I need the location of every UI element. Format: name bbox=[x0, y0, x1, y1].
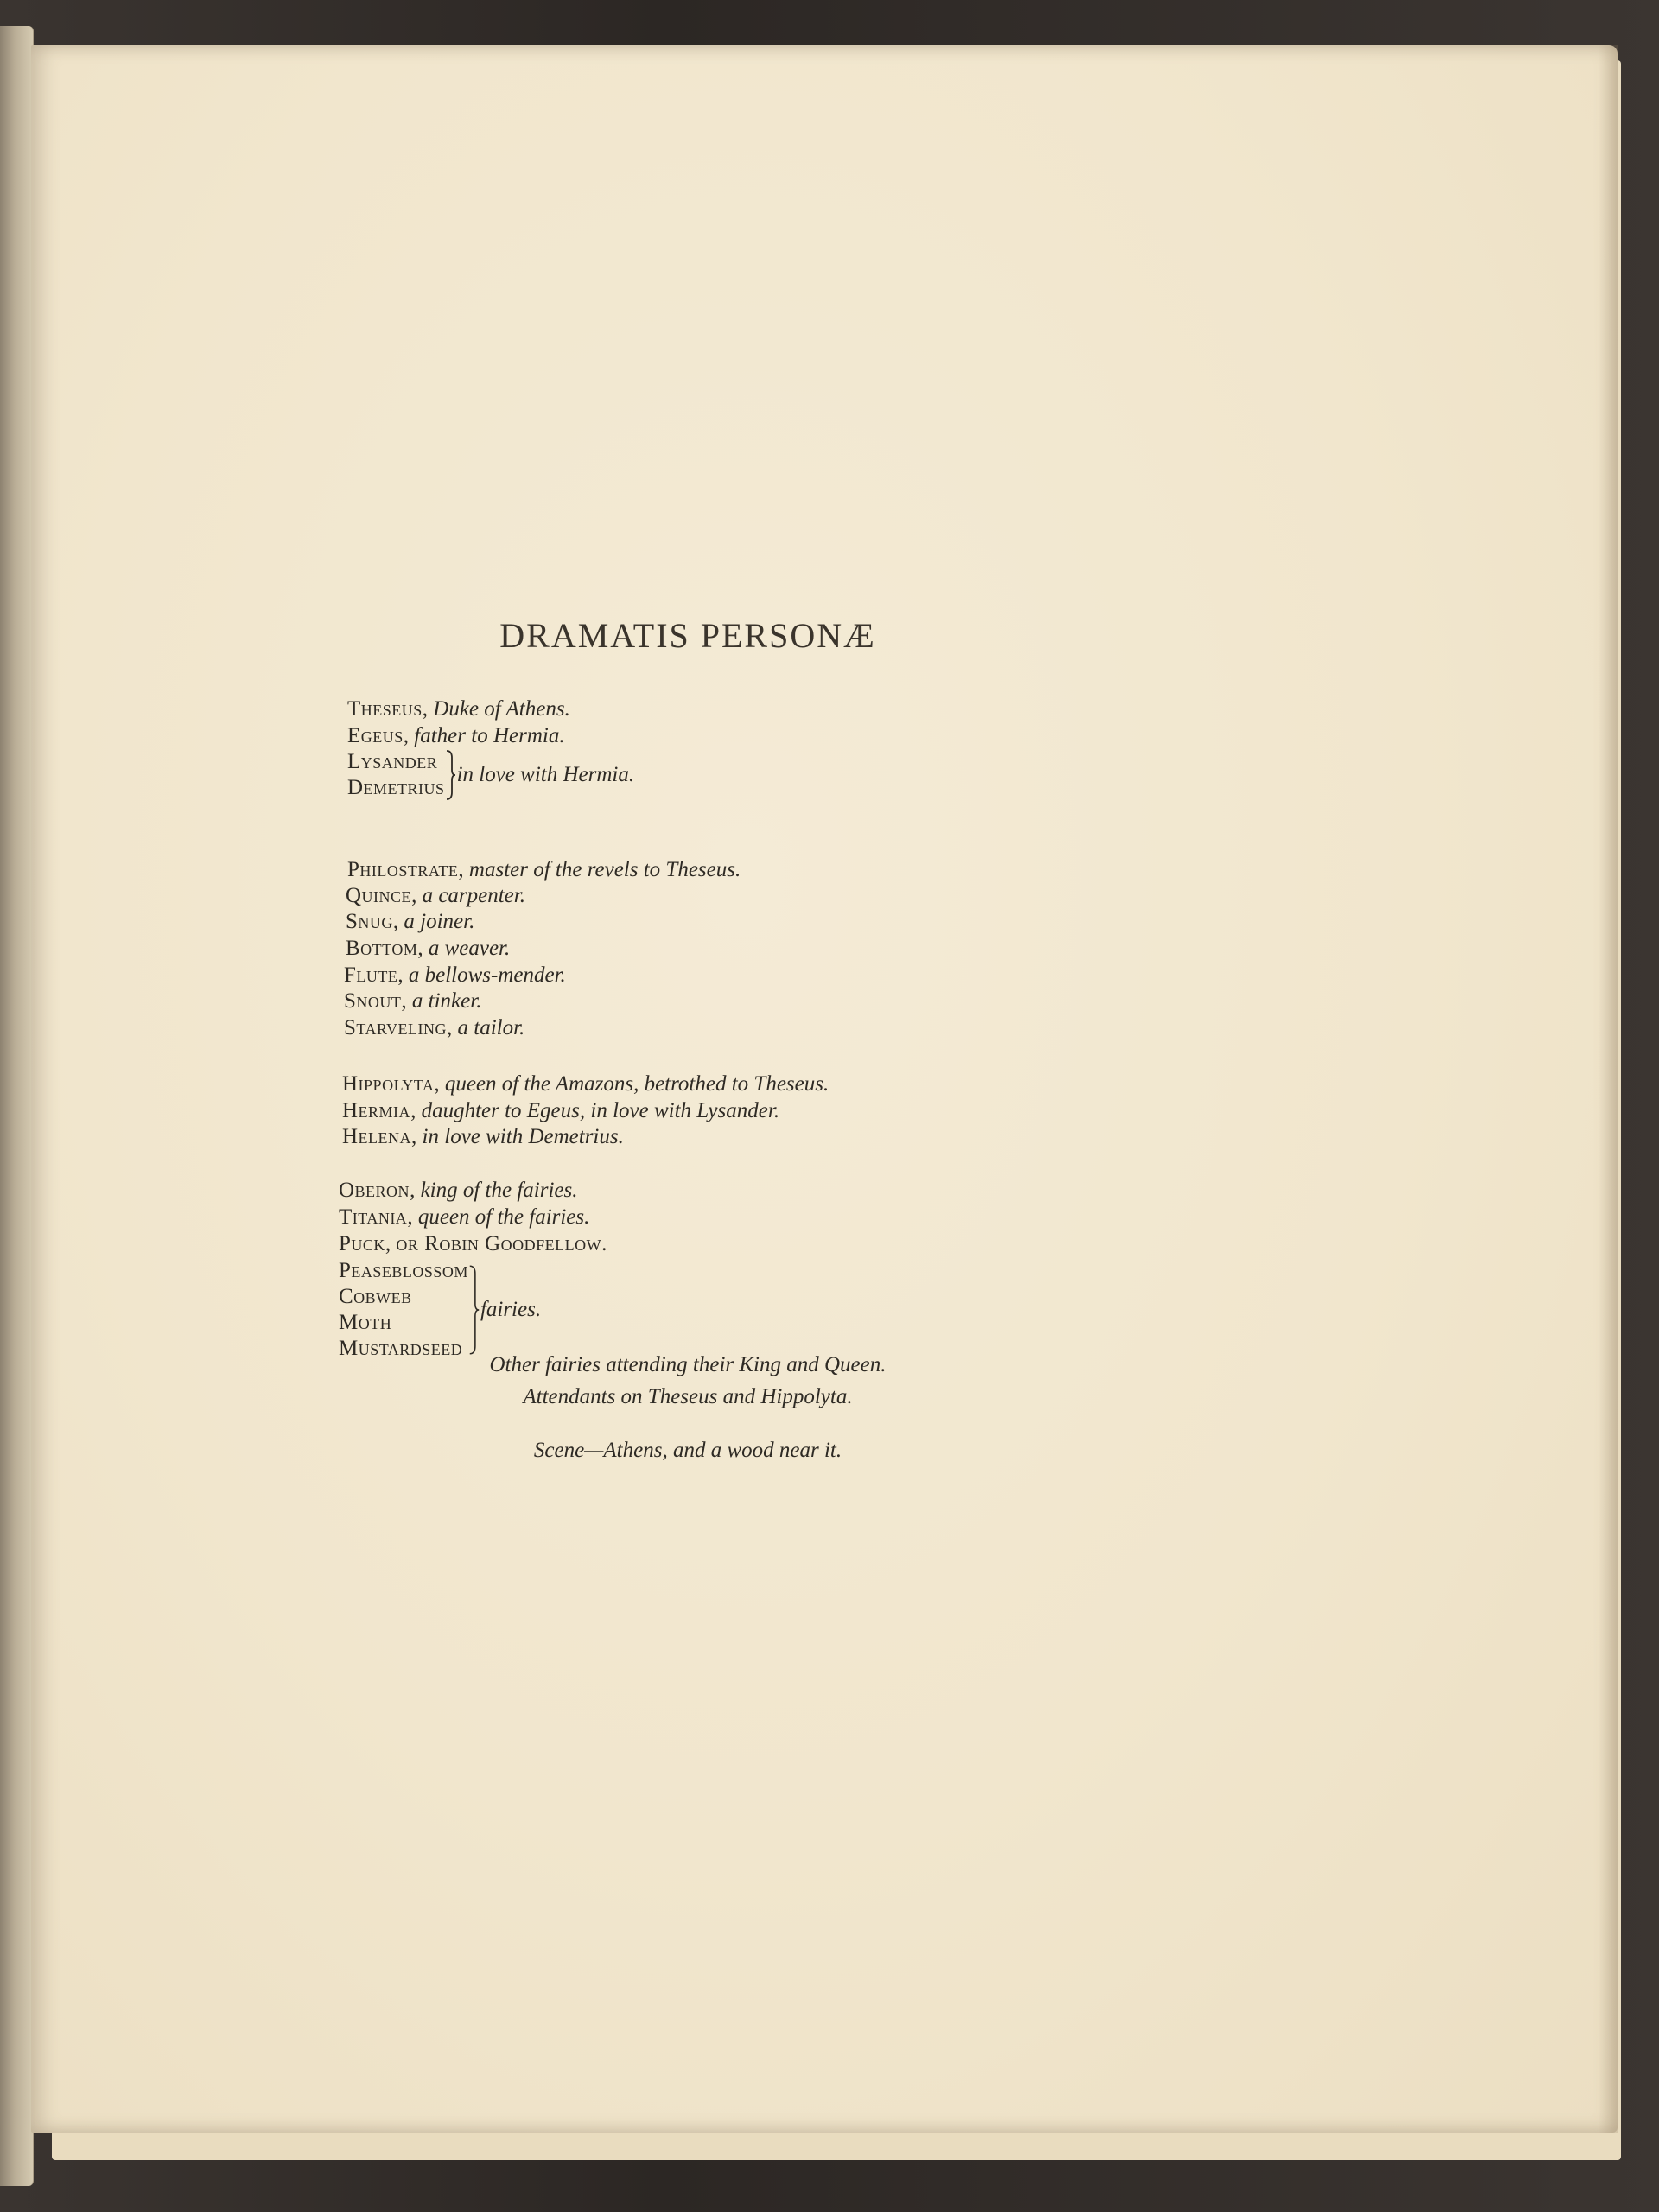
lovers-names bbox=[347, 749, 445, 801]
character-desc: a bellows-mender. bbox=[408, 963, 566, 987]
character-name: Flute bbox=[344, 963, 398, 987]
character-alias: or Robin Goodfellow. bbox=[396, 1232, 607, 1255]
brace-icon bbox=[468, 1258, 480, 1362]
character-desc: queen of the fairies. bbox=[417, 1205, 590, 1229]
character-name: Titania bbox=[339, 1205, 408, 1229]
page-content bbox=[31, 45, 1618, 2133]
character-desc: queen of the Amazons, betrothed to Theseus. bbox=[444, 1072, 830, 1096]
character-name: Egeus bbox=[347, 724, 404, 747]
character-hermia: Hermia, daughter to Egeus, in love with Lysander. bbox=[342, 1099, 780, 1122]
character-bottom: Bottom, a weaver. bbox=[346, 937, 511, 960]
character-theseus: Theseus, Duke of Athens. bbox=[347, 697, 570, 721]
character-desc: in love with Demetrius. bbox=[422, 1125, 624, 1148]
character-name: Theseus bbox=[347, 697, 423, 721]
character-name: Cobweb bbox=[339, 1285, 412, 1308]
character-name: Moth bbox=[339, 1311, 392, 1334]
character-helena: Helena, in love with Demetrius. bbox=[342, 1125, 624, 1148]
character-desc: master of the revels to Theseus. bbox=[468, 858, 741, 881]
character-philostrate: Philostrate, master of the revels to Theseus. bbox=[347, 858, 741, 881]
character-name: Mustardseed bbox=[339, 1337, 463, 1360]
character-desc: a tailor. bbox=[457, 1016, 525, 1039]
character-desc: Duke of Athens. bbox=[433, 697, 570, 721]
character-name: Snout bbox=[344, 989, 402, 1013]
character-titania: Titania, queen of the fairies. bbox=[339, 1205, 590, 1229]
character-desc: father to Hermia. bbox=[414, 724, 565, 747]
character-desc: daughter to Egeus, in love with Lysander. bbox=[421, 1099, 780, 1122]
character-name: Philostrate bbox=[347, 858, 459, 881]
character-name: Peaseblossom bbox=[339, 1259, 468, 1282]
book-page bbox=[31, 45, 1618, 2133]
character-hippolyta: Hippolyta, queen of the Amazons, betrothed to Theseus. bbox=[342, 1072, 830, 1096]
fairies-names bbox=[339, 1258, 468, 1362]
lovers-group bbox=[347, 749, 634, 801]
fairies-group bbox=[339, 1258, 541, 1362]
character-name: Helena bbox=[342, 1125, 412, 1148]
character-name: Puck bbox=[339, 1232, 385, 1255]
character-desc: a tinker. bbox=[411, 989, 482, 1013]
character-name: Starveling bbox=[344, 1016, 448, 1039]
character-name: Lysander bbox=[347, 750, 438, 773]
character-quince: Quince, a carpenter. bbox=[346, 884, 525, 907]
character-desc: a carpenter. bbox=[422, 884, 525, 907]
character-starveling: Starveling, a tailor. bbox=[344, 1016, 525, 1039]
character-egeus: Egeus, father to Hermia. bbox=[347, 724, 565, 747]
attendants-line-2: Attendants on Theseus and Hippolyta. bbox=[523, 1385, 853, 1408]
attendants-line-1: Other fairies attending their King and Queen. bbox=[489, 1353, 887, 1376]
character-puck: Puck, or Robin Goodfellow. bbox=[339, 1232, 607, 1255]
character-name: Hermia bbox=[342, 1099, 411, 1122]
brace-icon bbox=[445, 749, 457, 801]
character-name: Oberon bbox=[339, 1179, 410, 1202]
character-snout: Snout, a tinker. bbox=[344, 989, 482, 1013]
page-title: DRAMATIS PERSONÆ bbox=[499, 616, 876, 655]
character-name: Hippolyta bbox=[342, 1072, 435, 1096]
character-name: Demetrius bbox=[347, 776, 445, 799]
character-snug: Snug, a joiner. bbox=[346, 910, 475, 933]
left-page-edge bbox=[0, 26, 34, 2186]
character-name: Quince bbox=[346, 884, 412, 907]
lovers-desc: in love with Hermia. bbox=[456, 763, 635, 786]
character-desc: king of the fairies. bbox=[420, 1179, 578, 1202]
fairies-desc: fairies. bbox=[480, 1298, 542, 1321]
character-name: Snug bbox=[346, 910, 393, 933]
scene-line: Scene—Athens, and a wood near it. bbox=[533, 1439, 842, 1462]
character-flute: Flute, a bellows-mender. bbox=[344, 963, 566, 987]
character-oberon: Oberon, king of the fairies. bbox=[339, 1179, 578, 1202]
character-desc: a joiner. bbox=[404, 910, 475, 933]
character-desc: a weaver. bbox=[428, 937, 511, 960]
character-name: Bottom bbox=[346, 937, 418, 960]
